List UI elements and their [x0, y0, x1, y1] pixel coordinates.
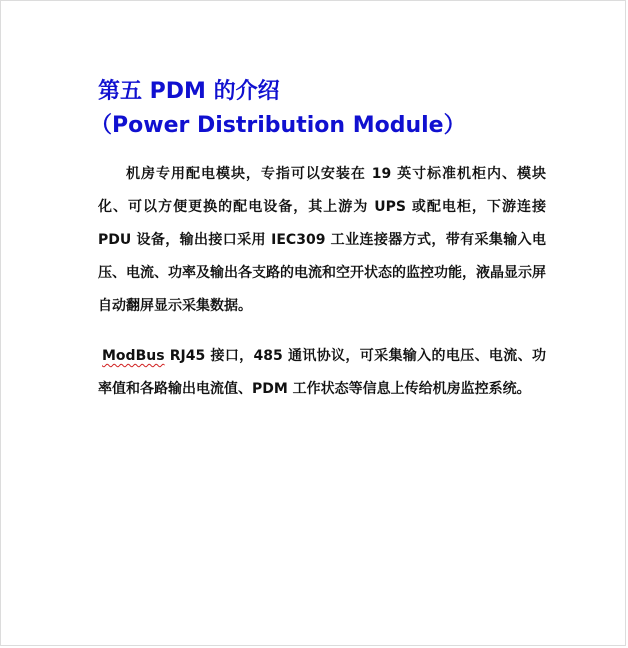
title-line-2: （Power Distribution Module）	[90, 113, 466, 138]
modbus-term: ModBus	[102, 348, 165, 364]
paragraph-1: 机房专用配电模块，专指可以安装在 19 英寸标准机柜内、模块化、可以方便更换的配电设备，其上游为 UPS 或配电柜，下游连接 PDU 设备，输出接口采用 IEC309 工业连接器方式，带有采集输入电压、电流、功率及输出各支路的电流和空开状态的监控功能，液晶显示屏自动翻屏显示采集数据。	[98, 166, 546, 314]
paragraph-2	[98, 340, 546, 406]
paragraph-2-text: RJ45 接口，485 通讯协议，可采集输入的电压、电流、功率值和各路输出电流值、PDM 工作状态等信息上传给机房监控系统。	[98, 348, 546, 397]
page-title	[90, 75, 466, 143]
title-line-1: 第五 PDM 的介绍	[98, 79, 280, 104]
